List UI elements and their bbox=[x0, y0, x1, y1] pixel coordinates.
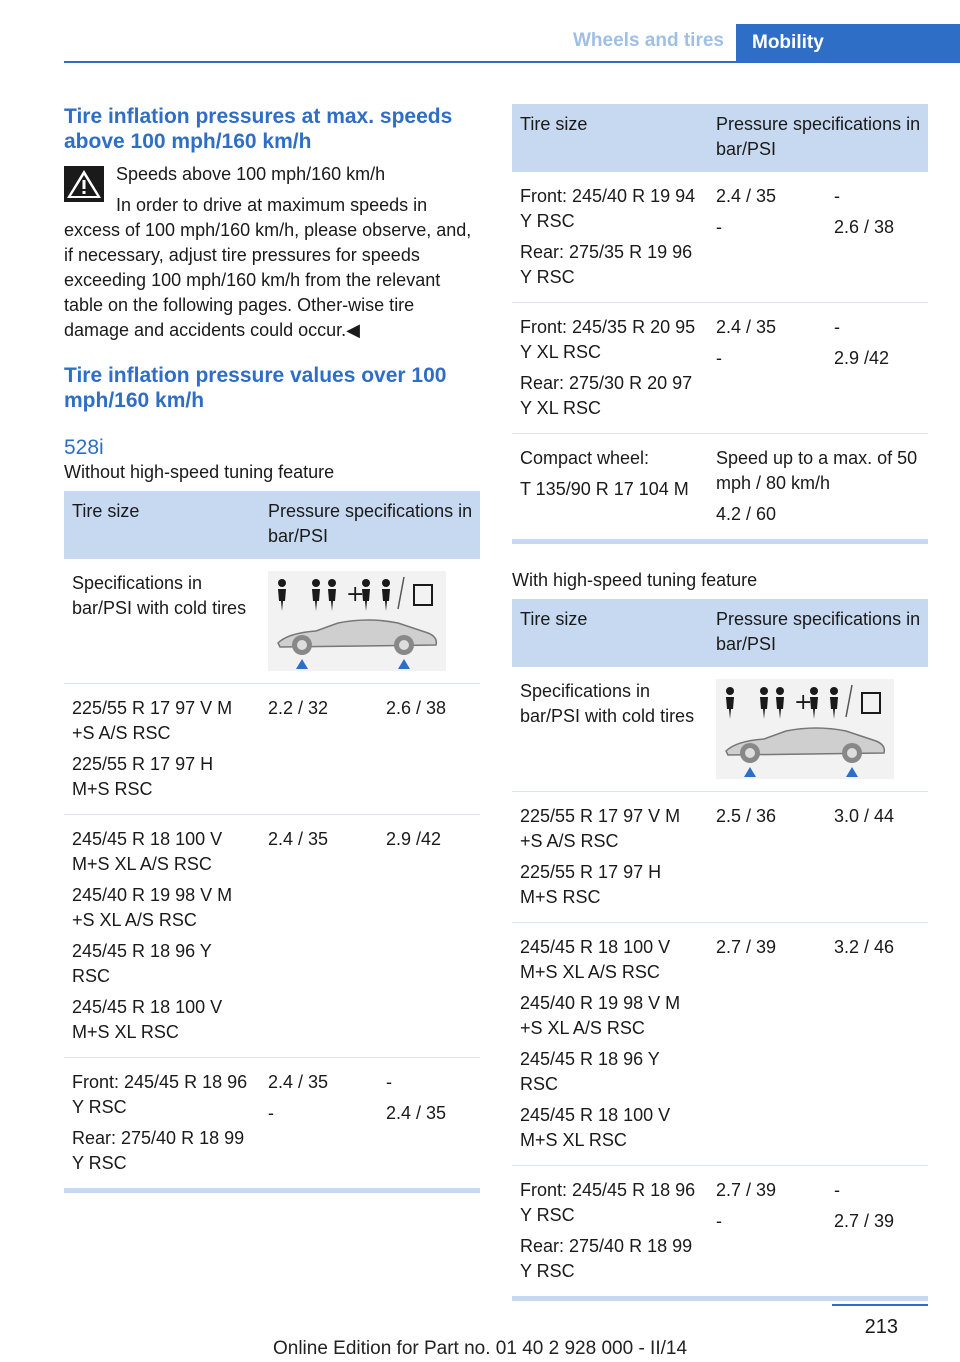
load-pictogram bbox=[716, 679, 894, 779]
pressure-cell-line: - bbox=[716, 1211, 722, 1231]
tire-size-cell-line: T 135/90 R 17 104 M bbox=[520, 479, 689, 499]
pressure-cell-line: 4.2 / 60 bbox=[716, 504, 777, 524]
col-header-tire-size: Tire size bbox=[512, 599, 708, 667]
tire-size-cell-line: Front: 245/45 R 18 96 Y RSC bbox=[520, 1180, 696, 1225]
pressure-cell-line: 2.6 / 38 bbox=[834, 217, 895, 237]
pressure-cell-line: Speed up to a max. of 50 mph / 80 km/h bbox=[716, 448, 918, 493]
table-row bbox=[64, 815, 480, 1058]
tire-size-cell-line: Front: 245/40 R 19 94 Y RSC bbox=[520, 186, 696, 231]
tire-size-cell-line: 245/45 R 18 100 V M+S XL RSC bbox=[72, 997, 223, 1042]
col-header-pressure: Pressure specifications in bar/PSI bbox=[708, 599, 928, 667]
svg-text:+: + bbox=[794, 690, 813, 715]
tire-size-cell-line: 245/40 R 19 98 V M +S XL A/S RSC bbox=[520, 993, 681, 1038]
pressure-cell-line: 2.7 / 39 bbox=[834, 1211, 895, 1231]
tire-size-cell bbox=[64, 684, 260, 815]
pressure-cell-line: 2.6 / 38 bbox=[386, 698, 447, 718]
pressure-cell bbox=[260, 815, 378, 1058]
page-header bbox=[0, 24, 960, 62]
pressure-table-without-tuning bbox=[64, 491, 480, 1193]
pressure-cell bbox=[378, 684, 480, 815]
footer-rule bbox=[832, 1304, 928, 1306]
left-column bbox=[64, 104, 480, 1193]
heading-max-speed: Tire inflation pressures at max. speeds above 100 mph/160 km/h bbox=[64, 105, 453, 153]
table-row bbox=[64, 1058, 480, 1191]
page-number: 213 bbox=[864, 1316, 898, 1338]
tire-size-cell-line: Compact wheel: bbox=[520, 448, 650, 468]
pressure-cell bbox=[378, 815, 480, 1058]
col-header-pressure: Pressure specifications in bar/PSI bbox=[260, 491, 480, 559]
tire-size-cell-line: Front: 245/35 R 20 95 Y XL RSC bbox=[520, 317, 696, 362]
svg-text:+: + bbox=[346, 582, 365, 607]
tire-size-cell-line: 225/55 R 17 97 V M +S A/S RSC bbox=[72, 698, 233, 743]
pressure-cell bbox=[826, 172, 928, 303]
table-row bbox=[512, 303, 928, 434]
table-row bbox=[64, 684, 480, 815]
tire-size-cell-line: Rear: 275/35 R 19 96 Y RSC bbox=[520, 242, 693, 287]
load-pictogram bbox=[268, 571, 446, 671]
pressure-cell bbox=[708, 923, 826, 1166]
tire-size-cell bbox=[512, 434, 708, 542]
pressure-cell-line: 3.2 / 46 bbox=[834, 937, 895, 957]
tire-size-cell-line: Rear: 275/40 R 18 99 Y RSC bbox=[72, 1128, 245, 1173]
table-row bbox=[512, 923, 928, 1166]
tire-size-cell-line: Rear: 275/40 R 18 99 Y RSC bbox=[520, 1236, 693, 1281]
pressure-cell-line: 2.7 / 39 bbox=[716, 937, 777, 957]
pressure-cell-line: - bbox=[716, 217, 722, 237]
pressure-cell-line: - bbox=[834, 186, 840, 206]
pressure-cell-line: 2.4 / 35 bbox=[268, 1072, 329, 1092]
compact-wheel-row bbox=[512, 434, 928, 542]
pressure-cell bbox=[260, 1058, 378, 1191]
tire-size-cell-line: Front: 245/45 R 18 96 Y RSC bbox=[72, 1072, 248, 1117]
spec-label: Specifications in bar/PSI with cold tires bbox=[64, 559, 260, 684]
pressure-cell-line: 2.5 / 36 bbox=[716, 806, 777, 826]
model-heading: 528i bbox=[64, 436, 104, 459]
tire-size-cell-line: 225/55 R 17 97 V M +S A/S RSC bbox=[520, 806, 681, 851]
pressure-cell-line: 2.9 /42 bbox=[386, 829, 442, 849]
right-column bbox=[512, 104, 928, 1301]
pressure-cell-line: - bbox=[268, 1103, 274, 1123]
table-row bbox=[512, 1166, 928, 1299]
heading-pressure-values: Tire inflation pressure values over 100 mph/160 km/h bbox=[64, 364, 447, 412]
pressure-cell bbox=[378, 1058, 480, 1191]
pressure-cell-line: 2.4 / 35 bbox=[268, 829, 329, 849]
pressure-cell-line: 2.7 / 39 bbox=[716, 1180, 777, 1200]
col-header-tire-size: Tire size bbox=[64, 491, 260, 559]
pressure-cell-line: - bbox=[834, 317, 840, 337]
warning-title: Speeds above 100 mph/160 km/h bbox=[116, 164, 386, 184]
tire-size-cell-line: 245/45 R 18 96 Y RSC bbox=[520, 1049, 660, 1094]
tire-size-cell bbox=[64, 1058, 260, 1191]
col-header-tire-size: Tire size bbox=[512, 104, 708, 172]
tire-size-cell-line: 245/45 R 18 96 Y RSC bbox=[72, 941, 212, 986]
warning-block bbox=[64, 162, 480, 343]
load-pictogram-cell bbox=[260, 559, 480, 684]
pressure-cell-line: 3.0 / 44 bbox=[834, 806, 895, 826]
pressure-cell bbox=[708, 792, 826, 923]
table-row bbox=[512, 172, 928, 303]
warning-icon bbox=[64, 166, 104, 202]
pressure-cell-line: - bbox=[716, 348, 722, 368]
tire-size-cell-line: 225/55 R 17 97 H M+S RSC bbox=[520, 862, 662, 907]
tire-size-cell bbox=[512, 792, 708, 923]
table-subtitle: Without high-speed tuning feature bbox=[64, 462, 335, 482]
chapter-tab: Mobility bbox=[736, 24, 960, 61]
warning-text: In order to drive at maximum speeds in excess of 100 mph/160 km/h, please observe, and, if necessary, adjust tire pressures for speeds exceeding 100 mph/160 km/h from the relevant table on the following pages. Other-wise tire damage and accidents could occur.◀ bbox=[64, 195, 472, 340]
pressure-cell bbox=[708, 172, 826, 303]
tire-size-cell-line: 245/45 R 18 100 V M+S XL A/S RSC bbox=[520, 937, 671, 982]
edition-note: Online Edition for Part no. 01 40 2 928 000 - II/14 bbox=[272, 1338, 688, 1359]
pressure-table-with-tuning bbox=[512, 599, 928, 1301]
tire-size-cell-line: Rear: 275/30 R 20 97 Y XL RSC bbox=[520, 373, 693, 418]
tire-size-cell bbox=[512, 923, 708, 1166]
table-subtitle: With high-speed tuning feature bbox=[512, 570, 758, 590]
pressure-table-continued bbox=[512, 104, 928, 544]
pressure-cell-line: 2.4 / 35 bbox=[716, 186, 777, 206]
tire-size-cell-line: 245/40 R 19 98 V M +S XL A/S RSC bbox=[72, 885, 233, 930]
pressure-cell-line: 2.4 / 35 bbox=[716, 317, 777, 337]
tire-size-cell-line: 245/45 R 18 100 V M+S XL RSC bbox=[520, 1105, 671, 1150]
pressure-cell-line: 2.9 /42 bbox=[834, 348, 890, 368]
pressure-cell bbox=[708, 303, 826, 434]
table-row bbox=[512, 792, 928, 923]
load-pictogram-cell bbox=[708, 667, 928, 792]
pressure-cell bbox=[260, 684, 378, 815]
tire-size-cell bbox=[512, 172, 708, 303]
pressure-cell bbox=[826, 303, 928, 434]
col-header-pressure: Pressure specifications in bar/PSI bbox=[708, 104, 928, 172]
pressure-cell-line: - bbox=[386, 1072, 392, 1092]
spec-label-row bbox=[64, 559, 480, 684]
tire-size-cell-line: 225/55 R 17 97 H M+S RSC bbox=[72, 754, 214, 799]
tire-size-cell bbox=[64, 815, 260, 1058]
pressure-cell-line: - bbox=[834, 1180, 840, 1200]
pressure-cell bbox=[708, 1166, 826, 1299]
tire-size-cell bbox=[512, 1166, 708, 1299]
tire-size-cell bbox=[512, 303, 708, 434]
pressure-cell bbox=[826, 792, 928, 923]
section-title: Wheels and tires bbox=[573, 30, 724, 51]
pressure-cell-line: 2.4 / 35 bbox=[386, 1103, 447, 1123]
pressure-cell bbox=[826, 923, 928, 1166]
pressure-cell bbox=[708, 434, 928, 542]
spec-label: Specifications in bar/PSI with cold tires bbox=[512, 667, 708, 792]
spec-label-row bbox=[512, 667, 928, 792]
tire-size-cell-line: 245/45 R 18 100 V M+S XL A/S RSC bbox=[72, 829, 223, 874]
pressure-cell bbox=[826, 1166, 928, 1299]
pressure-cell-line: 2.2 / 32 bbox=[268, 698, 329, 718]
header-rule bbox=[64, 61, 960, 63]
